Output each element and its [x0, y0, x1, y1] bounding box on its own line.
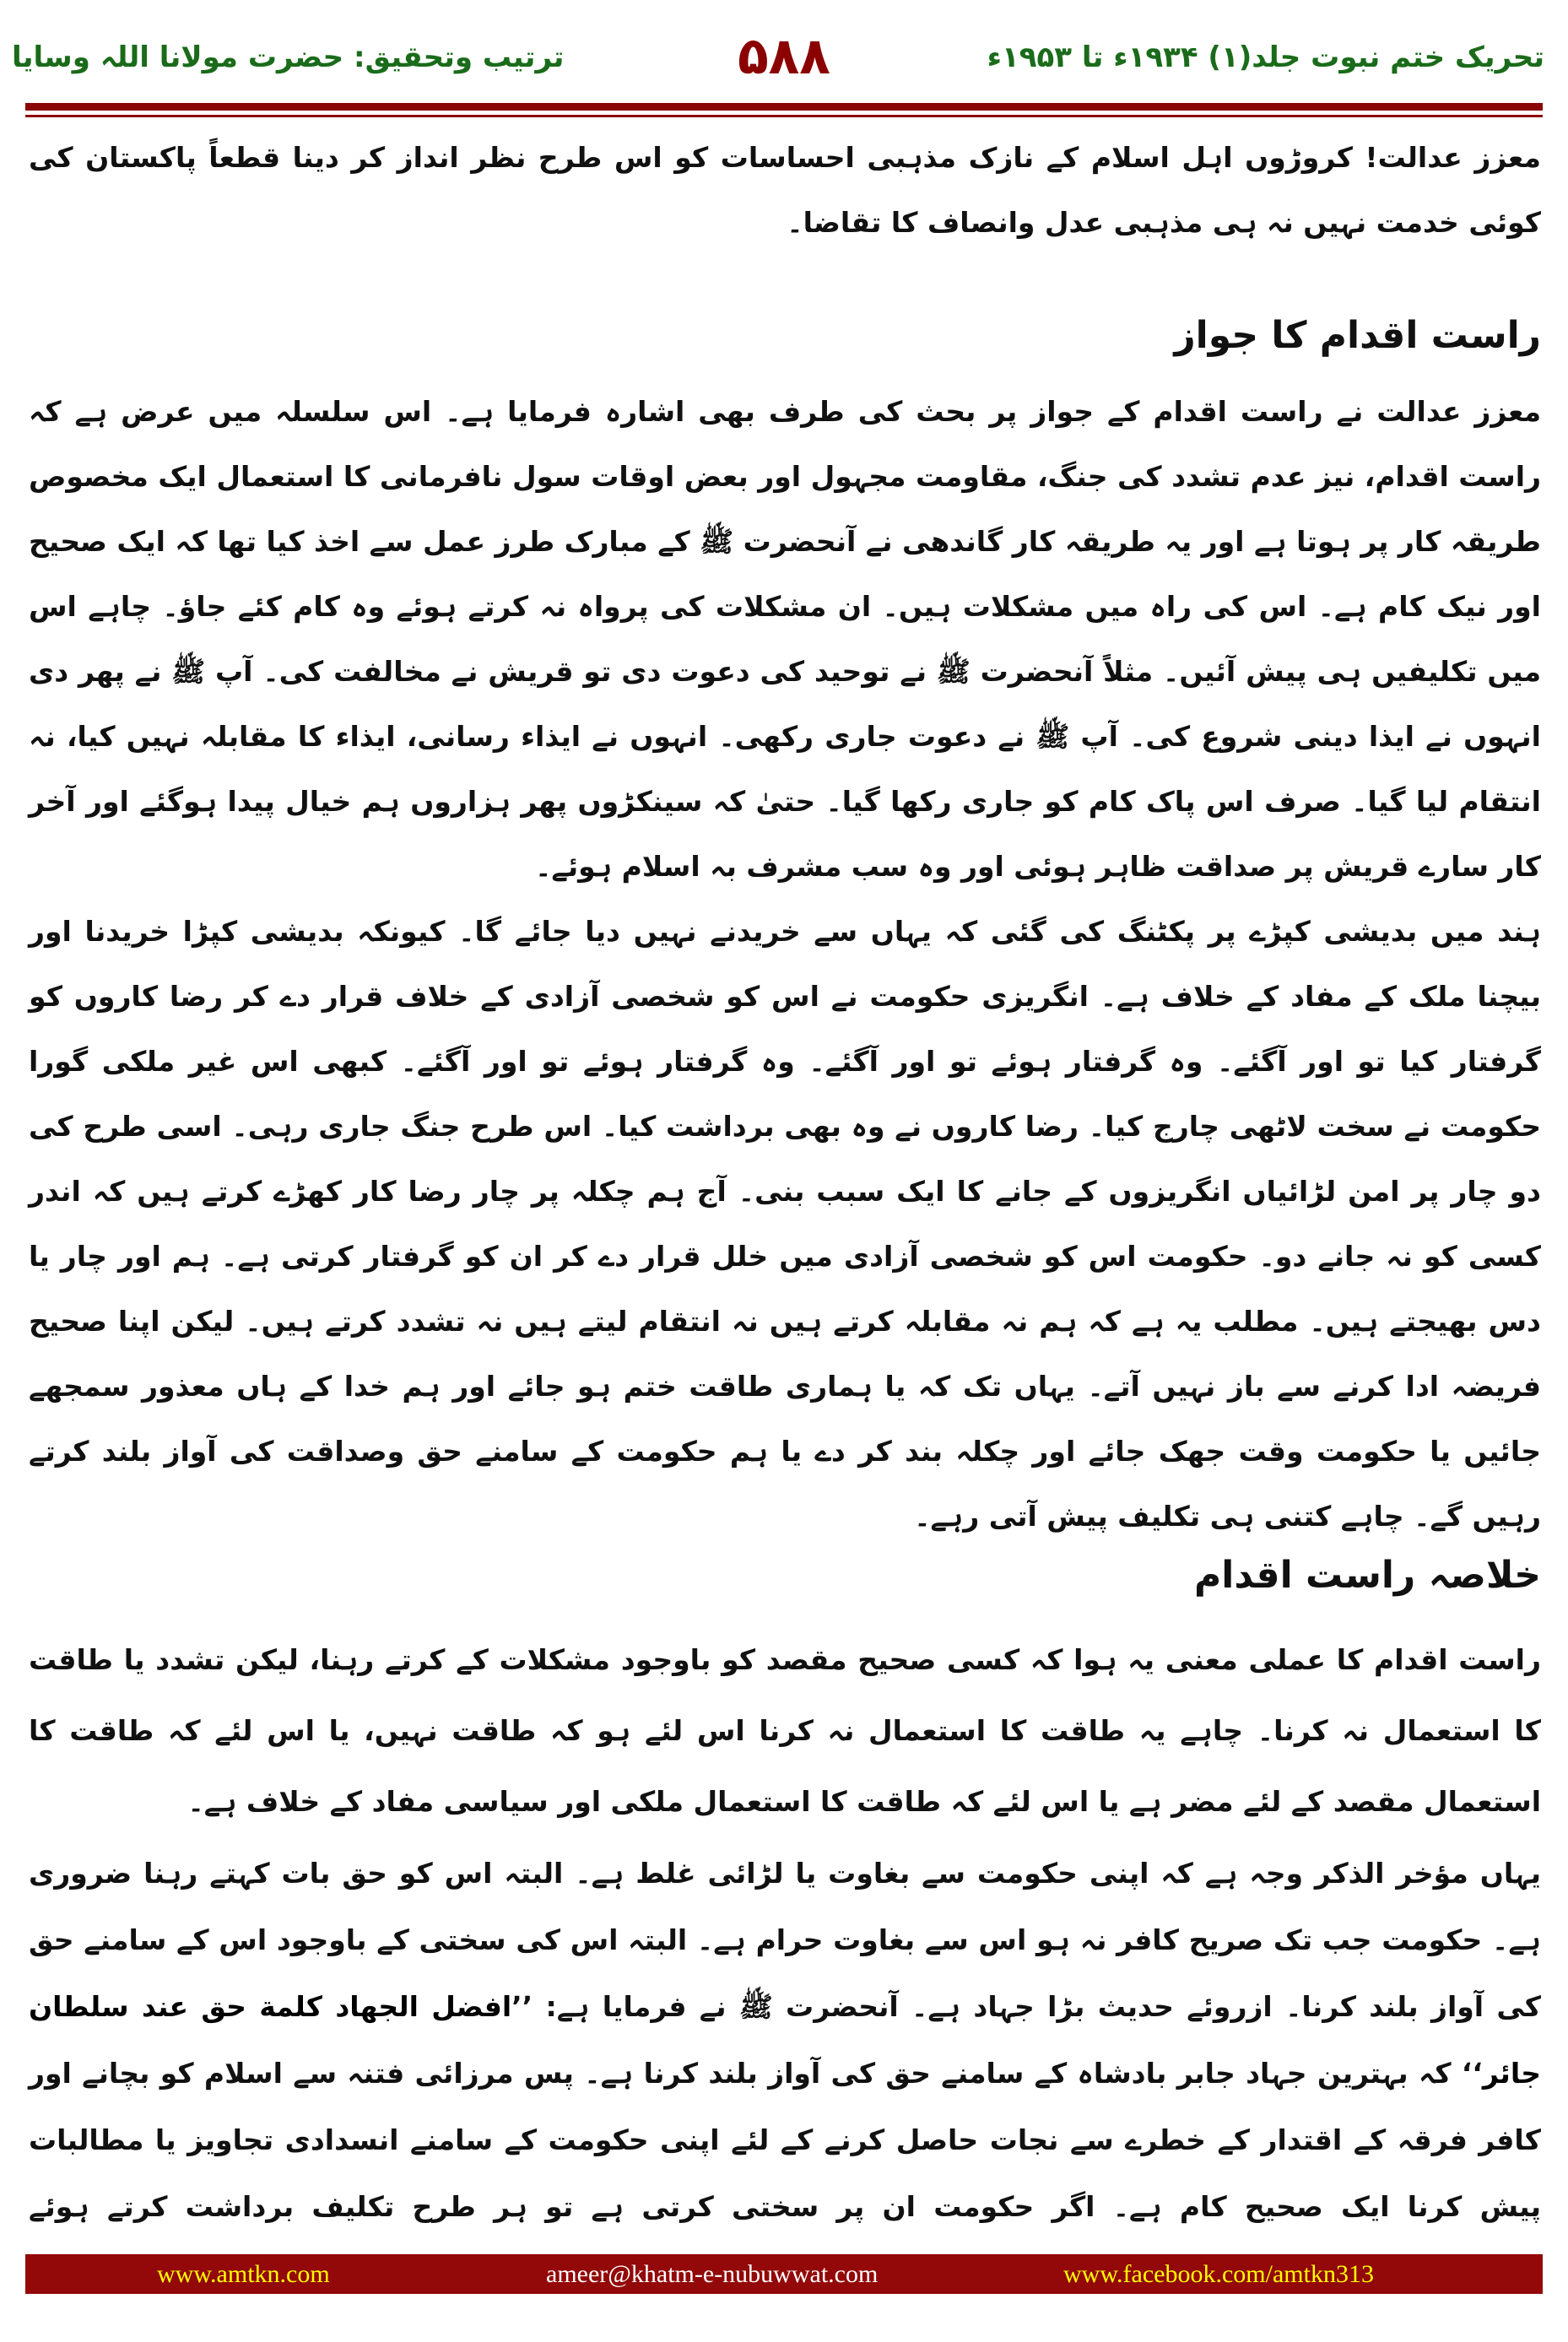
header-rule-thin	[25, 115, 1543, 117]
paragraph-3: ہند میں بدیشی کپڑے پر پکٹنگ کی گئی کہ یہاں سے خریدنے نہیں دیا جائے گا۔ کیونکہ بدیشی کپڑا خریدنا اور بیچنا ملک کے مفاد کے خلاف ہے۔ انگریزی حکومت نے اس کو شخصی آزادی کے خلاف قرار دے کر رضا کاروں کو گرفتار کیا تو اور آگئے۔ وہ گرفتار ہوئے تو اور آگئے۔ وہ گرفتار ہوئے تو اور آگئے۔ کبھی اس غیر ملکی گورا حکومت نے سخت لاٹھی چارج کیا۔ رضا کاروں نے وہ بھی برداشت کیا۔ اس طرح جنگ جاری رہی۔ اسی طرح کی دو چار پر امن لڑائیاں انگریزوں کے جانے کا ایک سبب بنی۔ آج ہم چکلہ پر چار رضا کار کھڑے کرتے ہیں کہ اندر کسی کو نہ جانے دو۔ حکومت اس کو شخصی آزادی میں خلل قرار دے کر ان کو گرفتار کرتی ہے۔ ہم اور چار یا دس بھیجتے ہیں۔ مطلب یہ ہے کہ ہم نہ مقابلہ کرتے ہیں نہ انتقام لیتے ہیں نہ تشدد کرتے ہیں۔ لیکن اپنا صحیح فریضہ ادا کرنے سے باز نہیں آتے۔ یہاں تک کہ یا ہماری طاقت ختم ہو جائے اور ہم خدا کے ہاں معذور سمجھے جائیں یا حکومت وقت جھک جائے اور چکلہ بند کر دے یا ہم حکومت کے سامنے حق وصداقت کی آواز بلند کرتے رہیں گے۔ چاہے کتنی ہی تکلیف پیش آتی رہے۔	[29, 915, 1541, 1533]
paragraph-5-intro: یہاں مؤخر الذکر وجہ ہے کہ اپنی حکومت سے بغاوت یا لڑائی غلط ہے۔ البتہ اس کو حق بات کہتے رہنا ضروری ہے۔ حکومت جب تک صریح کافر نہ ہو اس سے بغاوت حرام ہے۔ البتہ اس کی سختی کے باوجود اس کے سامنے حق کی آواز بلند کرنا۔ ازروئے حدیث بڑا جہاد ہے۔ آنحضرت ﷺ نے فرمایا ہے: ’’	[29, 1857, 1541, 2023]
email-link[interactable]: ameer@khatm-e-nubuwwat.com	[546, 2260, 879, 2288]
hadith-quote: افضل الجهاد كلمة حق عند سلطان جائر	[29, 1990, 1541, 2090]
page-number: ۵۸۸	[738, 27, 830, 86]
book-title: تحریک ختم نبوت جلد(۱) ۱۹۳۴ء تا ۱۹۵۳ء	[987, 41, 1544, 74]
compiler-credit: ترتیب وتحقیق: حضرت مولانا اللہ وسایا	[12, 41, 565, 74]
paragraph-2: معزز عدالت نے راست اقدام کے جواز پر بحث کی طرف بھی اشارہ فرمایا ہے۔ اس سلسلہ میں عرض ہے کہ راست اقدام، نیز عدم تشدد کی جنگ، مقاومت مجہول اور بعض اوقات سول نافرمانی کا استعمال ایک مخصوص طریقہ کار پر ہوتا ہے اور یہ طریقہ کار گاندھی نے آنحضرت ﷺ کے مبارک طرز عمل سے اخذ کیا تھا کہ ایک صحیح اور نیک کام ہے۔ اس کی راہ میں مشکلات ہیں۔ ان مشکلات کی پرواہ نہ کرتے ہوئے وہ کام کئے جاؤ۔ چاہے اس میں تکلیفیں ہی پیش آئیں۔ مثلاً آنحضرت ﷺ نے توحید کی دعوت دی تو قریش نے مخالفت کی۔ آپ ﷺ نے پھر دی انہوں نے ایذا دینی شروع کی۔ آپ ﷺ نے دعوت جاری رکھی۔ انہوں نے ایذاء رسانی، ایذاء کا مقابلہ نہیں کیا، نہ انتقام لیا گیا۔ صرف اس پاک کام کو جاری رکھا گیا۔ حتیٰ کہ سینکڑوں پھر ہزاروں ہم خیال پیدا ہوگئے اور آخر کار سارے قریش پر صداقت ظاہر ہوئی اور وہ سب مشرف بہ اسلام ہوئے۔	[29, 395, 1541, 883]
section-heading-2: خلاصہ راست اقدام	[1194, 1554, 1541, 1597]
paragraph-5	[29, 1840, 1541, 2240]
facebook-link[interactable]: www.facebook.com/amtkn313	[1063, 2260, 1374, 2288]
paragraph-4: راست اقدام کا عملی معنی یہ ہوا کہ کسی صحیح مقصد کو باوجود مشکلات کے کرتے رہنا، لیکن تشدد یا طاقت کا استعمال نہ کرنا۔ چاہے یہ طاقت کا استعمال نہ کرنا اس لئے ہو کہ طاقت نہیں، یا اس لئے کہ طاقت کا استعمال مقصد کے لئے مضر ہے یا اس لئے کہ طاقت کا استعمال ملکی اور سیاسی مفاد کے خلاف ہے۔	[29, 1643, 1541, 1818]
paragraph-5-rest: ‘‘ کہ بہترین جہاد جابر بادشاہ کے سامنے حق کی آواز بلند کرنا ہے۔ پس مرزائی فتنہ سے اسلام کو بچانے اور کافر فرقہ کے اقتدار کے خطرے سے نجات حاصل کرنے کے لئے اپنی حکومت کے سامنے انسدادی تجاویز یا مطالبات پیش کرنا ایک صحیح کام ہے۔ اگر حکومت ان پر سختی کرتی ہے تو ہر طرح تکلیف برداشت کرتے ہوئے	[29, 2057, 1541, 2223]
section-heading-1: راست اقدام کا جواز	[1174, 314, 1541, 357]
website-link[interactable]: www.amtkn.com	[157, 2260, 330, 2288]
header-rule-thick	[25, 103, 1543, 111]
footer-bar	[25, 2254, 1543, 2294]
paragraph-1: معزز عدالت! کروڑوں اہل اسلام کے نازک مذہبی احساسات کو اس طرح نظر انداز کر دینا قطعاً پاکستان کی کوئی خدمت نہیں نہ ہی مذہبی عدل وانصاف کا تقاضا۔	[29, 141, 1541, 239]
